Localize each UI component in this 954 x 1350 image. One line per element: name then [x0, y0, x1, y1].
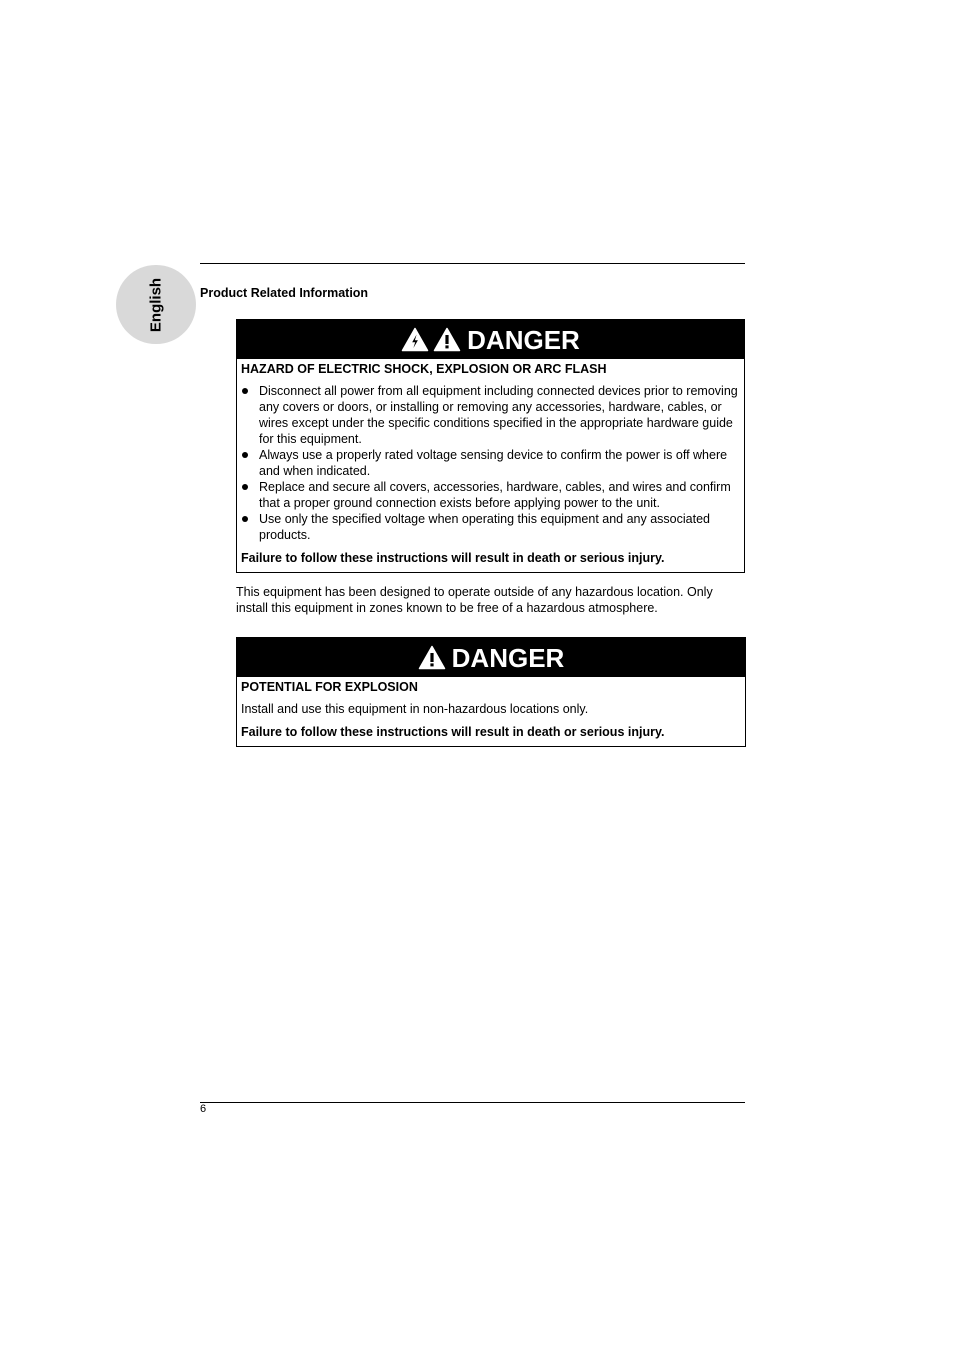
- electric-shock-warning-icon: [401, 327, 429, 352]
- page-number: 6: [200, 1103, 207, 1115]
- body-paragraph: This equipment has been designed to operate outside of any hazardous location. Only install this equipment in zones known to be free of a hazardous atmosphere.: [236, 585, 713, 615]
- danger-box-electric-shock: [236, 319, 745, 573]
- language-tab-label: English: [147, 277, 165, 333]
- instruction-list: [241, 383, 739, 543]
- danger-signal-word: DANGER: [467, 324, 580, 355]
- alert-warning-icon: [433, 327, 461, 352]
- hazard-title: POTENTIAL FOR EXPLOSION: [241, 680, 418, 694]
- danger-body: [237, 677, 745, 746]
- section-title: Product Related Information: [200, 286, 369, 300]
- instruction-text: Install and use this equipment in non-hazardous locations only.: [241, 702, 589, 716]
- consequence-statement: Failure to follow these instructions will result in death or serious injury.: [241, 725, 665, 739]
- language-tab: [116, 265, 196, 344]
- top-rule: [200, 263, 745, 264]
- list-item: Use only the specified voltage when operating this equipment and any associated products.: [241, 511, 739, 543]
- consequence-statement: Failure to follow these instructions will result in death or serious injury.: [241, 551, 665, 565]
- list-item: Disconnect all power from all equipment including connected devices prior to removing any covers or doors, or installing or removing any accessories, hardware, cables, or wires except under the specific conditions specified in the appropriate hardware guide for this equipment.: [241, 383, 739, 447]
- list-item: Always use a properly rated voltage sensing device to confirm the power is off where and when indicated.: [241, 447, 739, 479]
- danger-body: [237, 359, 744, 572]
- danger-box-explosion: [236, 637, 746, 747]
- list-item: Replace and secure all covers, accessories, hardware, cables, and wires and confirm that a proper ground connection exists before applying power to the unit.: [241, 479, 739, 511]
- danger-header: [237, 638, 745, 677]
- bottom-rule: [200, 1102, 745, 1103]
- hazard-title: HAZARD OF ELECTRIC SHOCK, EXPLOSION OR ARC FLASH: [241, 362, 607, 376]
- danger-signal-word: DANGER: [451, 642, 565, 673]
- danger-header: [237, 320, 744, 359]
- alert-warning-icon: [418, 645, 446, 670]
